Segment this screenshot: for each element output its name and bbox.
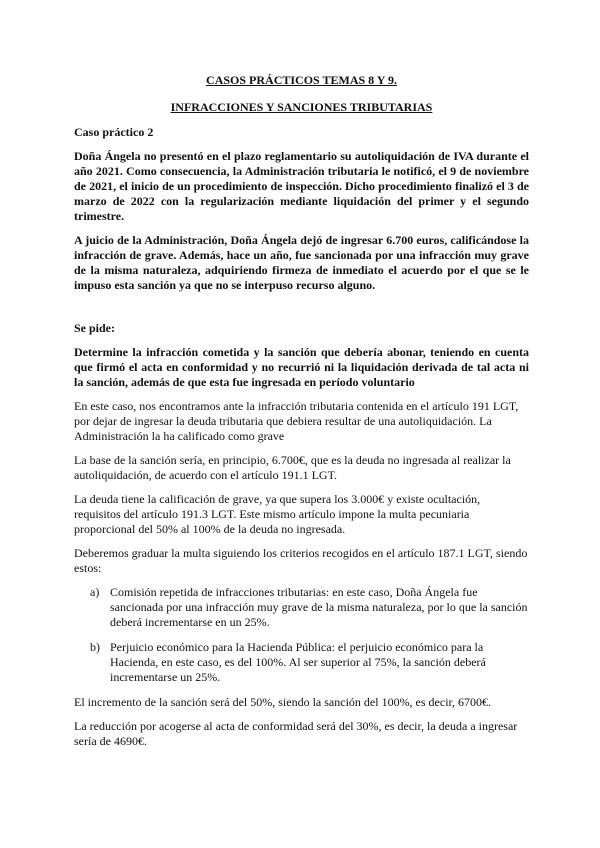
conclusion-paragraph: El incremento de la sanción será del 50%, siendo la sanción del 100%, es decir, 6700€. — [74, 695, 492, 709]
document-title: CASOS PRÁCTICOS TEMAS 8 Y 9. — [206, 73, 397, 87]
list-item-text: Perjuicio económico para la Hacienda Pública: el perjuicio económico para la Hacienda, en este caso, es del 100%. Al ser superior al 75%, la sanción deberá incrementarse un 25%. — [110, 640, 486, 684]
document-page — [74, 70, 529, 749]
list-item — [74, 640, 529, 685]
list-marker: b) — [90, 640, 100, 654]
list-item-text: Comisión repetida de infracciones tributarias: en este caso, Doña Ángela fue sancionada por una infracción muy grave de la misma naturaleza, por lo que la sanción deberá incrementarse en un 25%. — [110, 585, 528, 629]
answer-paragraph: Deberemos graduar la multa siguiendo los criterios recogidos en el artículo 187.1 LGT, siendo estos: — [74, 546, 528, 575]
answer-paragraph: La deuda tiene la calificación de grave, ya que supera los 3.000€ y existe ocultación, requisitos del artículo 191.3 LGT. Este mismo artículo impone la multa pecuniaria proporcional del 50% al 100% de la deuda no ingresada. — [74, 492, 481, 536]
se-pide-heading: Se pide: — [74, 321, 116, 335]
case-label: Caso práctico 2 — [74, 125, 154, 139]
list-marker: a) — [90, 585, 100, 599]
statement-paragraph: A juicio de la Administración, Doña Ángela dejó de ingresar 6.700 euros, calificándose la infracción de grave. Además, hace un año, fue sancionada por una infracción muy grave de la misma naturaleza, adquiriendo firmeza de inmediato el acuerdo por el que se le impuso esta sanción ya que no se interpuso recurso alguno. — [74, 233, 529, 292]
criteria-list — [74, 585, 529, 685]
conclusion-paragraph: La reducción por acogerse al acta de conformidad será del 30%, es decir, la deuda a ingresar sería de 4690€. — [74, 719, 518, 748]
document-subtitle: INFRACCIONES Y SANCIONES TRIBUTARIAS — [170, 100, 433, 114]
question-paragraph: Determine la infracción cometida y la sanción que debería abonar, teniendo en cuenta que firmó el acta en conformidad y no recurrió ni la liquidación derivada de tal acta ni la sanción, además de que esta fue ingresada en período voluntario — [74, 345, 529, 389]
answer-paragraph: En este caso, nos encontramos ante la infracción tributaria contenida en el artículo 191 LGT, por dejar de ingresar la deuda tributaria que debiera resultar de una autoliquidación. La Administración la ha calificado como grave — [74, 399, 519, 443]
statement-paragraph: Doña Ángela no presentó en el plazo reglamentario su autoliquidación de IVA durante el año 2021. Como consecuencia, la Administración tributaria le notificó, el 9 de noviembre de 2021, el inicio de un procedimiento de inspección. Dicho procedimiento finalizó el 3 de marzo de 2022 con la regularización mediante liquidación del primer y el segundo trimestre. — [74, 149, 529, 223]
answer-paragraph: La base de la sanción sería, en principio, 6.700€, que es la deuda no ingresada al realizar la autoliquidación, de acuerdo con el artículo 191.1 LGT. — [74, 453, 511, 482]
list-item — [74, 585, 529, 630]
